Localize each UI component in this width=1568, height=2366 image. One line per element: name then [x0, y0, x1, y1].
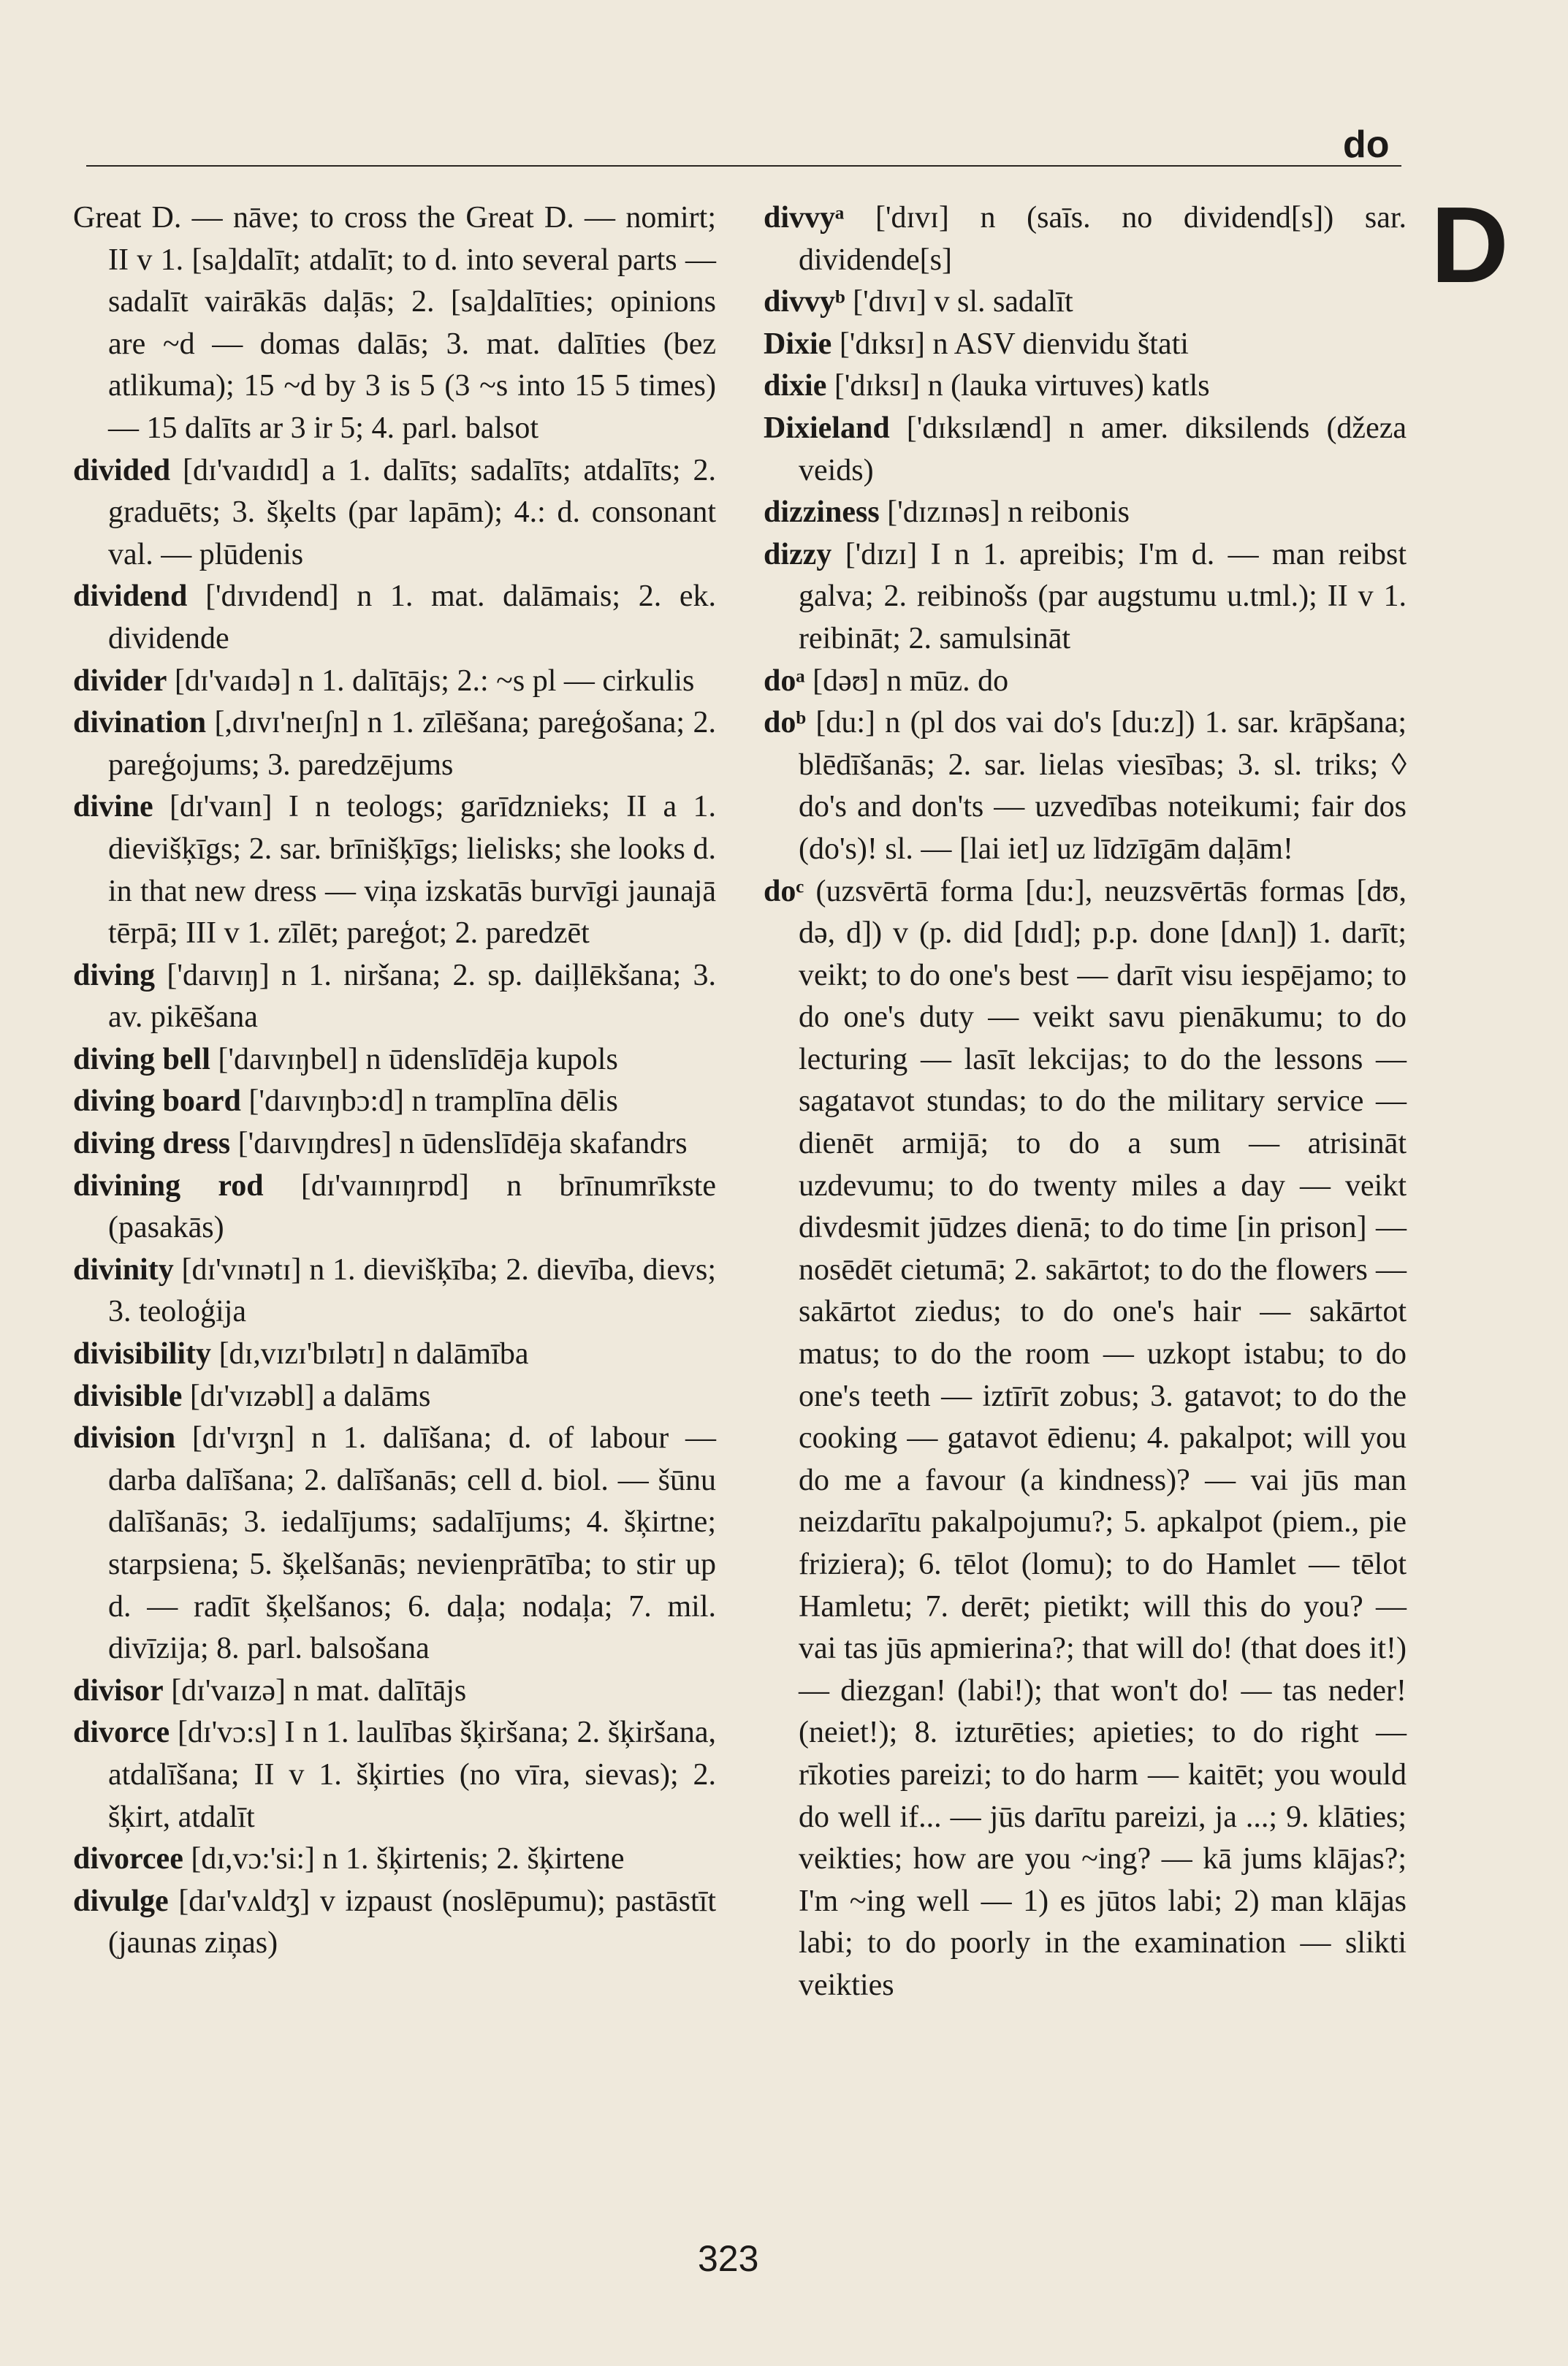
dictionary-entry	[73, 1249, 716, 1334]
dictionary-entry	[73, 197, 716, 450]
entry-definition: [dɪ,vɪzɪ'bɪlətɪ] n dalāmība	[218, 1337, 529, 1372]
dictionary-entry	[73, 1123, 716, 1165]
dictionary-entry	[73, 1081, 716, 1123]
entry-headword: diving	[73, 958, 156, 992]
dictionary-entry	[73, 1376, 716, 1418]
header-rule	[86, 165, 1401, 167]
dictionary-entry	[73, 955, 716, 1039]
dictionary-entry	[764, 365, 1407, 408]
entry-headword: divvyᵃ	[764, 201, 845, 235]
entry-headword: Dixie	[764, 327, 832, 361]
dictionary-entry	[73, 661, 716, 703]
guide-word: do	[1343, 123, 1390, 166]
entry-definition: ['dɪksɪ] n (lauka virtuves) katls	[834, 369, 1210, 403]
entry-headword: divisibility	[73, 1337, 212, 1372]
entry-definition: ['daɪvɪŋbɔ:d] n tramplīna dēlis	[248, 1084, 618, 1119]
entry-definition: [,dɪvɪ'neɪʃn] n 1. zīlēšana; pareģošana; 2. pareģojums; 3. paredzējums	[108, 706, 716, 782]
dictionary-entry	[764, 661, 1407, 703]
entry-definition: [daɪ'vʌldʒ] v izpaust (noslēpumu); pastāstīt (jaunas ziņas)	[108, 1884, 716, 1960]
entry-headword: Dixieland	[764, 411, 890, 445]
dictionary-entry	[73, 1418, 716, 1670]
entry-headword: divisor	[73, 1673, 164, 1708]
dictionary-entry	[73, 576, 716, 660]
dictionary-entry	[73, 450, 716, 577]
dictionary-entry	[764, 281, 1407, 324]
dictionary-entry	[73, 1670, 716, 1713]
dictionary-entry	[764, 534, 1407, 661]
right-column	[764, 197, 1407, 2007]
dictionary-entry	[764, 408, 1407, 492]
entry-definition: ['daɪvɪŋdres] n ūdenslīdēja skafandrs	[237, 1127, 688, 1161]
entry-definition: ['daɪvɪŋ] n 1. niršana; 2. sp. daiļlēkšana; 3. av. pikēšana	[108, 958, 716, 1035]
entry-definition: [dɪ'vaɪn] I n teologs; garīdznieks; II a 1. dievišķīgs; 2. sar. brīnišķīgs; lielisks; she looks d. in that new dress — viņa izskatās burvīgi jaunajā tērpā; III v 1. zīlēt; pareģot; 2. paredzēt	[108, 790, 716, 951]
entry-headword: divinity	[73, 1252, 174, 1287]
entry-headword: dizzy	[764, 537, 832, 571]
entry-definition: ['dɪvɪ] n (saīs. no dividend[s]) sar. dividende[s]	[799, 201, 1407, 277]
entry-definition: [dɪ'vaɪdɪd] a 1. dalīts; sadalīts; atdalīts; 2. graduēts; 3. šķelts (par lapām); 4.: d. consonant val. — plūdenis	[108, 453, 716, 571]
entry-definition: ['daɪvɪŋbel] n ūdenslīdēja kupols	[218, 1042, 618, 1076]
entry-definition: ['dɪksɪlænd] n amer. diksilends (džeza veids)	[799, 411, 1407, 487]
dictionary-entry	[73, 1712, 716, 1838]
entry-definition: [dɪ'vɪʒn] n 1. dalīšana; d. of labour — darba dalīšana; 2. dalīšanās; cell d. biol. — šūnu dalīšanās; 3. iedalījums; sadalījums; 4. šķirtne; starpsiena; 5. šķelšanās; nevienprātība; to stir up d. — radīt šķelšanos; 6. daļa; nodaļa; 7. mil. divīzija; 8. parl. balsošana	[108, 1421, 716, 1666]
dictionary-entry	[73, 702, 716, 786]
entry-definition: ['dɪksɪ] n ASV dienvidu štati	[839, 327, 1189, 361]
entry-headword: doᵇ	[764, 706, 806, 740]
entry-definition: ['dɪzɪnəs] n reibonis	[887, 495, 1130, 530]
entry-headword: division	[73, 1421, 176, 1456]
page-number: 323	[698, 2238, 759, 2279]
entry-headword: divider	[73, 663, 167, 698]
entry-definition: ['dɪvɪdend] n 1. mat. dalāmais; 2. ek. dividende	[108, 579, 716, 655]
dictionary-entry	[73, 1881, 716, 1965]
dictionary-entry	[764, 324, 1407, 366]
entry-definition: [dəʊ] n mūz. do	[812, 663, 1009, 698]
dictionary-entry	[73, 786, 716, 954]
dictionary-entry	[764, 197, 1407, 281]
entry-definition: (uzsvērtā forma [du:], neuzsvērtās formas [dʊ, də, d]) v (p. did [dɪd]; p.p. done [dʌn]) 1. darīt; veikt; to do one's best — darīt visu iespējamo; to do one's duty — veikt savu pienākumu; to do lecturing — lasīt lekcijas; to do the lessons — sagatavot stundas; to do the military service — dienēt armijā; to do a sum — atrisināt uzdevumu; to do twenty miles a day — veikt divdesmit jūdzes dienā; to do time [in prison] — nosēdēt cietumā; 2. sakārtot; to do the flowers — sakārtot ziedus; to do one's hair — sakārtot matus; to do the room — uzkopt istabu; to do one's teeth — iztīrīt zobus; 3. gatavot; to do the cooking — gatavot ēdienu; 4. pakalpot; will you do me a favour (a kindness)? — vai jūs man neizdarītu pakalpojumu?; 5. apkalpot (piem., pie friziera); 6. tēlot (lomu); to do Hamlet — tēlot Hamletu; 7. derēt; pietikt; will this do you? — vai tas jūs apmierina?; that will do! (that does it!) — diezgan! (labi!); that won't do! — tas neder! (neiet!); 8. izturēties; apieties; to do right — rīkoties pareizi; to do harm — kaitēt; you would do well if... — jūs darītu pareizi, ja ...; 9. klāties; veikties; how are you ~ing? — kā jums klājas?; I'm ~ing well — 1) es jūtos labi; 2) man klājas labi; to do poorly in the examination — slikti veikties	[799, 874, 1407, 2002]
dictionary-entry	[73, 1838, 716, 1881]
entry-headword: divulge	[73, 1884, 169, 1918]
entry-definition: Great D. — nāve; to cross the Great D. — nomirt; II v 1. [sa]dalīt; atdalīt; to d. into several parts — sadalīt vairākās daļās; 2. [sa]dalīties; opinions are ~d — domas dalās; 3. mat. dalīties (bez atlikuma); 15 ~d by 3 is 5 (3 ~s into 15 5 times) — 15 dalīts ar 3 ir 5; 4. parl. balsot	[73, 201, 716, 445]
entry-headword: doᵃ	[764, 663, 805, 698]
thumb-index-letter: D	[1431, 185, 1509, 305]
entry-definition: [du:] n (pl dos vai do's [du:z]) 1. sar. krāpšana; blēdīšanās; 2. sar. lielas viesības; 3. sl. triks; ◊ do's and don'ts — uzvedības noteikumi; fair dos (do's)! sl. — [lai iet] uz līdzīgām daļām!	[799, 706, 1407, 866]
entry-definition: [dɪ'vɔ:s] I n 1. laulības šķiršana; 2. šķiršana, atdalīšana; II v 1. šķirties (no vīra, sievas); 2. šķirt, atdalīt	[108, 1716, 716, 1834]
entry-definition: ['dɪzɪ] I n 1. apreibis; I'm d. — man reibst galva; 2. reibinošs (par augstumu u.tml.); II v 1. reibināt; 2. samulsināt	[799, 537, 1407, 655]
entry-definition: [dɪ'vɪnətɪ] n 1. dievišķība; 2. dievība, dievs; 3. teoloģija	[108, 1252, 716, 1329]
entry-headword: divorce	[73, 1716, 170, 1750]
entry-definition: [dɪ'vɪzəbl] a dalāms	[189, 1379, 431, 1413]
entry-headword: divisible	[73, 1379, 183, 1413]
left-column	[73, 197, 716, 1965]
entry-definition: [dɪ'vaɪnɪŋrɒd] n brīnumrīkste (pasakās)	[108, 1168, 716, 1245]
entry-headword: divvyᵇ	[764, 285, 845, 319]
entry-headword: divining rod	[73, 1168, 264, 1203]
entry-headword: divine	[73, 790, 153, 824]
dictionary-entry	[764, 492, 1407, 534]
entry-headword: dividend	[73, 579, 188, 614]
entry-definition: [dɪ,vɔ:'si:] n 1. šķirtenis; 2. šķirtene	[191, 1842, 625, 1876]
entry-definition: [dɪ'vaɪzə] n mat. dalītājs	[171, 1673, 467, 1708]
entry-headword: divided	[73, 453, 171, 487]
entry-headword: doᶜ	[764, 874, 804, 908]
entry-headword: diving dress	[73, 1127, 231, 1161]
dictionary-entry	[764, 871, 1407, 2007]
entry-headword: diving bell	[73, 1042, 210, 1076]
dictionary-entry	[764, 702, 1407, 870]
entry-headword: dizziness	[764, 495, 880, 530]
entry-definition: ['dɪvɪ] v sl. sadalīt	[853, 285, 1073, 319]
entry-headword: dixie	[764, 369, 827, 403]
entry-headword: divorcee	[73, 1842, 183, 1876]
entry-headword: divination	[73, 706, 207, 740]
entry-headword: diving board	[73, 1084, 241, 1119]
entry-definition: [dɪ'vaɪdə] n 1. dalītājs; 2.: ~s pl — cirkulis	[174, 663, 695, 698]
dictionary-entry	[73, 1039, 716, 1081]
dictionary-entry	[73, 1334, 716, 1376]
dictionary-entry	[73, 1165, 716, 1249]
